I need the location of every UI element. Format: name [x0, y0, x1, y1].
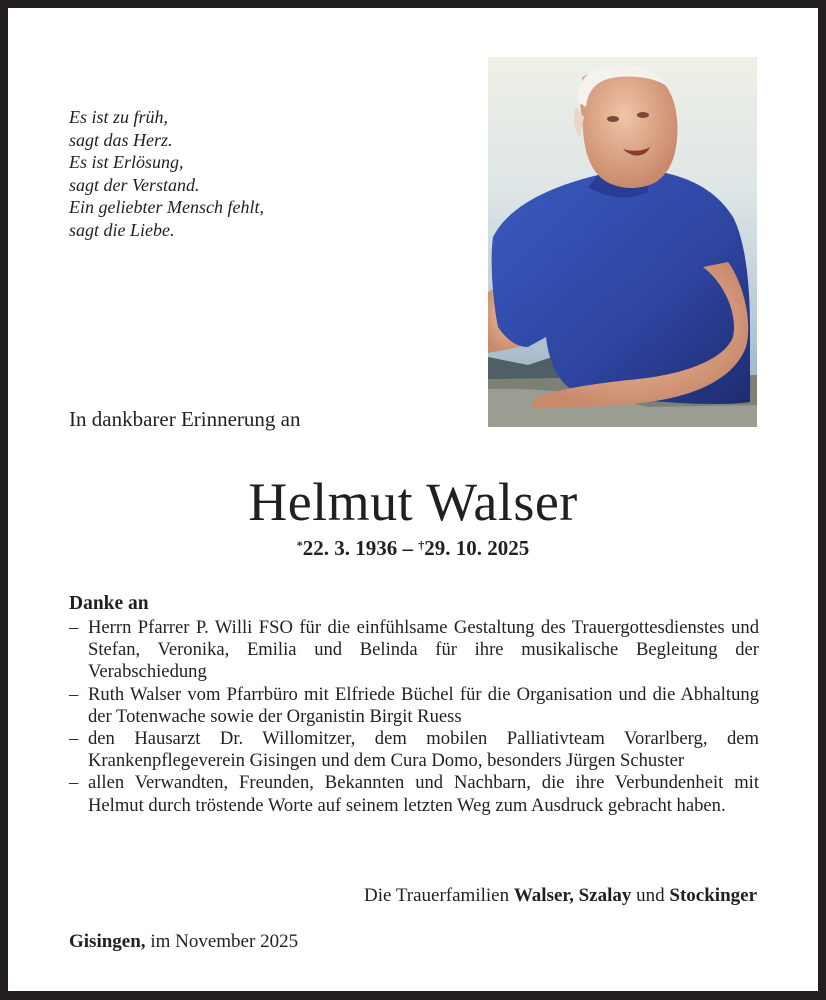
birth-star-icon: *: [296, 538, 303, 552]
families-prefix: Die Trauerfamilien: [364, 885, 514, 906]
date: im November 2025: [145, 931, 299, 952]
poem-line: Es ist Erlösung,: [69, 152, 184, 172]
thanks-item-text: Herrn Pfarrer P. Willi FSO für die einfühlsame Gestaltung des Trauergottesdienstes und Stefan, Veronika, Emilia und Belinda für ihre musikalische Begleitung der Verabschiedung: [88, 617, 759, 683]
thanks-list: [69, 617, 759, 817]
thanks-heading: Danke an: [69, 593, 149, 614]
dash-bullet: –: [69, 772, 79, 794]
family-names-1: Walser, Szalay: [513, 885, 632, 906]
deceased-name: Helmut Walser: [248, 472, 578, 532]
poem-line: sagt der Verstand.: [69, 174, 200, 195]
thanks-item: [69, 728, 759, 772]
thanks-item: [69, 684, 759, 728]
poem-line: Ein geliebter Mensch fehlt,: [69, 197, 264, 217]
thanks-item-text: allen Verwandten, Freunden, Bekannten und Nachbarn, die ihre Verbundenheit mit Helmut durch tröstende Worte auf seinem letzten Weg zum Ausdruck gebracht haben.: [88, 772, 759, 816]
poem-line: sagt das Herz.: [69, 129, 173, 150]
thanks-item-text: Ruth Walser vom Pfarrbüro mit Elfriede Büchel für die Organisation und die Abhaltung der Totenwache sowie der Organistin Birgit Ruess: [88, 683, 759, 727]
obituary-page: [8, 8, 818, 991]
families-signature: [364, 884, 757, 908]
dash-bullet: –: [69, 617, 79, 638]
place-and-date: [69, 930, 298, 954]
families-conjunction: und: [631, 885, 670, 906]
birth-date: 22. 3. 1936: [302, 536, 398, 560]
portrait-photo: [488, 57, 757, 427]
intro-text: In dankbarer Erinnerung an: [69, 407, 301, 431]
life-dates: [8, 532, 818, 561]
thanks-item: [69, 617, 759, 684]
date-separator: –: [397, 536, 419, 560]
poem-line: Es ist zu früh,: [69, 107, 169, 127]
death-date: 29. 10. 2025: [424, 536, 530, 560]
dash-bullet: –: [69, 728, 79, 750]
family-names-2: Stockinger: [669, 885, 757, 906]
dash-bullet: –: [69, 683, 79, 705]
memorial-poem: [69, 106, 264, 241]
poem-line: sagt die Liebe.: [69, 219, 175, 240]
place: Gisingen,: [69, 931, 146, 952]
thanks-item-text: den Hausarzt Dr. Willomitzer, dem mobilen Palliativteam Vorarlberg, dem Krankenpflegeverein Gisingen und dem Cura Domo, besonders Jürgen Schuster: [88, 728, 759, 772]
death-cross-icon: †: [418, 538, 425, 552]
thanks-item: [69, 772, 759, 816]
